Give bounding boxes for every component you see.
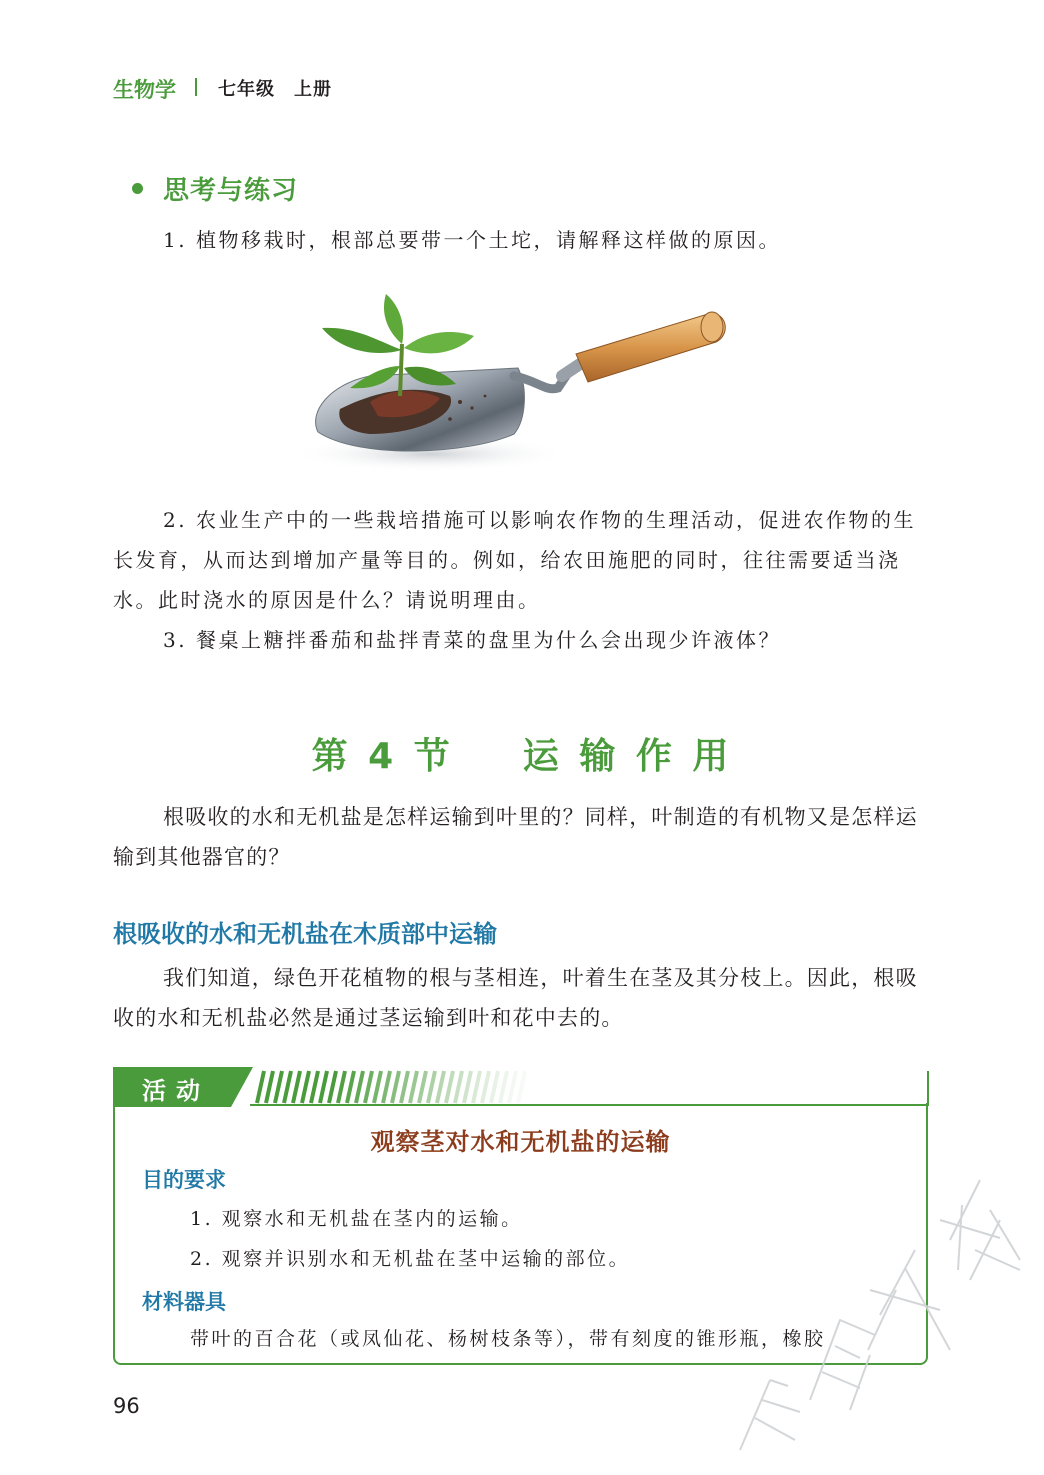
header-divider [195,78,197,96]
trowel-seedling-illustration [300,284,740,474]
book-subject: 生物学 [113,78,176,102]
book-grade: 七年级 上册 [218,79,332,100]
bullet-icon [132,183,143,194]
materials-heading: 材料器具 [142,1290,226,1314]
question-1: 1. 植物移栽时，根部总要带一个土坨，请解释这样做的原因。 [163,228,781,252]
materials-text: 带叶的百合花（或凤仙花、杨树枝条等），带有刻度的锥形瓶，橡胶 [190,1328,826,1350]
section-number: 第 4 节 [311,736,454,777]
activity-stripe-bar [250,1067,930,1107]
purpose-heading: 目的要求 [142,1168,226,1192]
section-name: 运 输 作 用 [522,736,733,777]
subsection-title: 根吸收的水和无机盐在木质部中运输 [113,920,497,948]
purpose-item-1: 1. 观察水和无机盐在茎内的运输。 [190,1208,523,1230]
exercise-heading: 思考与练习 [163,176,299,206]
publisher-watermark [700,1150,1044,1475]
activity-title: 观察茎对水和无机盐的运输 [370,1127,671,1156]
question-2: 2. 农业生产中的一些栽培措施可以影响农作物的生理活动，促进农作物的生长发育，从而达到增加产量等目的。例如，给农田施肥的同时，往往需要适当浇水。此时浇水的原因是什么？请说明理由。 [113,508,916,612]
subsection-paragraph: 我们知道，绿色开花植物的根与茎相连，叶着生在茎及其分枝上。因此，根吸收的水和无机盐必然是通过茎运输到叶和花中去的。 [113,966,918,1030]
purpose-item-2: 2. 观察并识别水和无机盐在茎中运输的部位。 [190,1248,631,1270]
question-3: 3. 餐桌上糖拌番茄和盐拌青菜的盘里为什么会出现少许液体？ [163,628,781,652]
page-number: 96 [113,1394,140,1418]
section-title [0,728,1044,779]
section-intro: 根吸收的水和无机盐是怎样运输到叶里的？同样，叶制造的有机物又是怎样运输到其他器官的？ [113,805,918,869]
activity-label: 活动 [142,1076,210,1105]
